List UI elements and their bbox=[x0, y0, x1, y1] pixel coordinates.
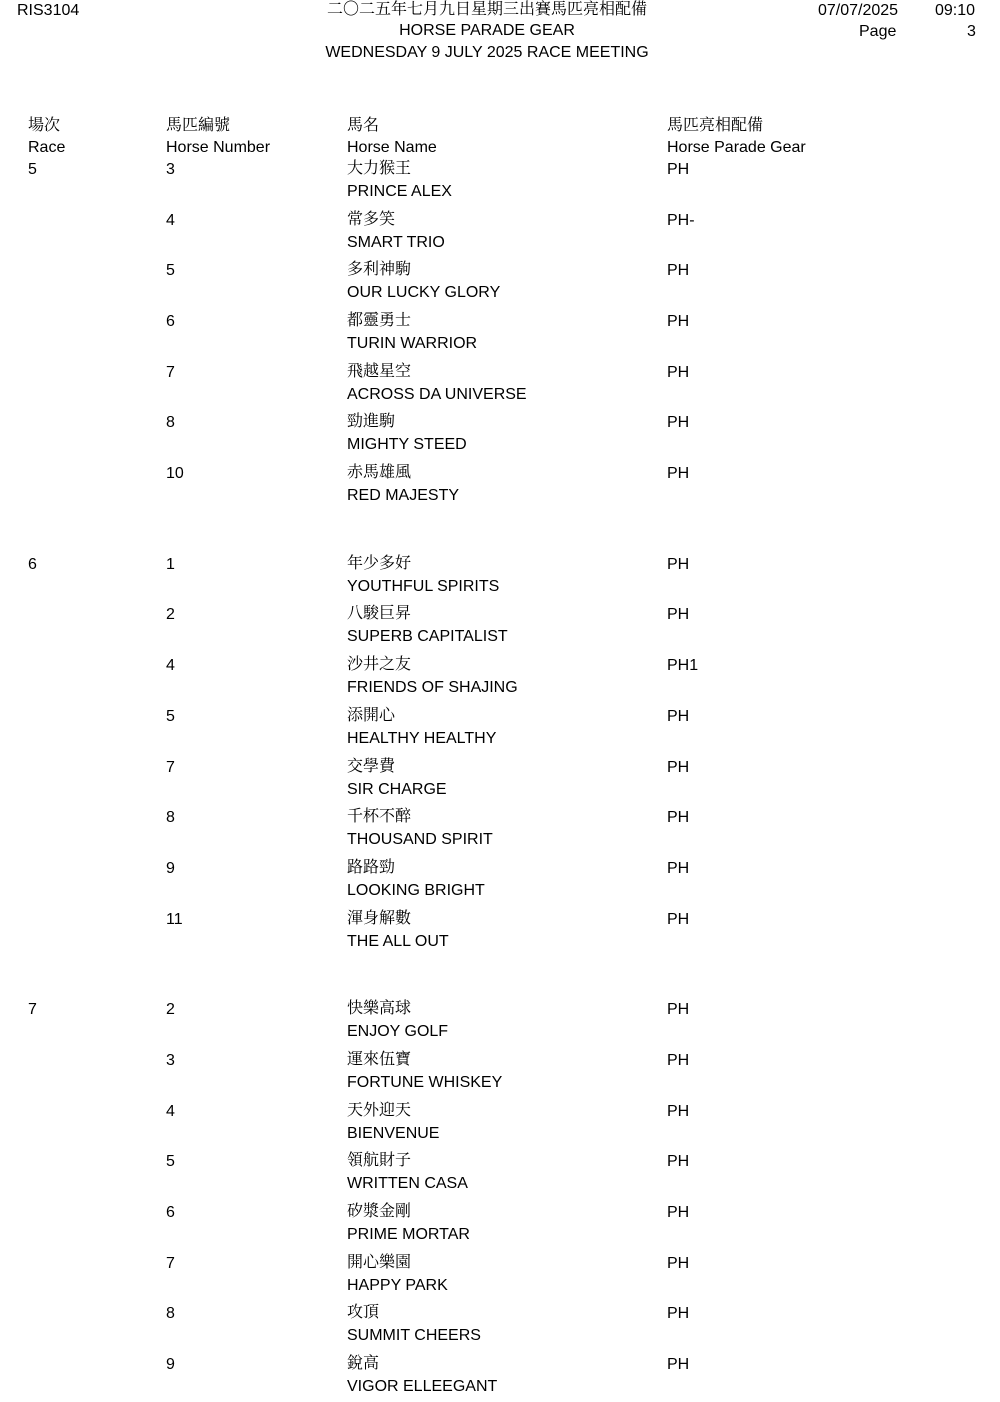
horse-name-english: ACROSS DA UNIVERSE bbox=[347, 386, 527, 403]
horse-name-chinese: 飛越星空 bbox=[347, 363, 412, 380]
horse-name-english: FRIENDS OF SHAJING bbox=[347, 679, 518, 696]
horse-name-chinese: 交學費 bbox=[347, 758, 396, 775]
horse-name-english: BIENVENUE bbox=[347, 1125, 440, 1142]
horse-number: 4 bbox=[166, 212, 175, 229]
column-header-race-en: Race bbox=[28, 139, 66, 156]
parade-gear: PH bbox=[667, 606, 690, 623]
parade-gear: PH bbox=[667, 708, 690, 725]
horse-name-chinese: 千杯不醉 bbox=[347, 808, 412, 825]
horse-name-english: HAPPY PARK bbox=[347, 1277, 448, 1294]
parade-gear: PH bbox=[667, 1001, 690, 1018]
horse-name-chinese: 矽漿金剛 bbox=[347, 1203, 412, 1220]
horse-number: 1 bbox=[166, 556, 175, 573]
horse-number: 4 bbox=[166, 1103, 175, 1120]
parade-gear: PH bbox=[667, 465, 690, 482]
horse-name-chinese: 年少多好 bbox=[347, 555, 412, 572]
horse-name-english: SMART TRIO bbox=[347, 234, 445, 251]
parade-gear: PH bbox=[667, 313, 690, 330]
horse-name-chinese: 攻頂 bbox=[347, 1304, 380, 1321]
horse-name-chinese: 開心樂園 bbox=[347, 1254, 412, 1271]
parade-gear: PH- bbox=[667, 212, 695, 229]
horse-number: 5 bbox=[166, 262, 175, 279]
horse-name-english: SIR CHARGE bbox=[347, 781, 447, 798]
horse-name-english: SUMMIT CHEERS bbox=[347, 1327, 481, 1344]
parade-gear: PH bbox=[667, 809, 690, 826]
horse-name-chinese: 運來伍寶 bbox=[347, 1051, 412, 1068]
column-header-horse-name-en: Horse Name bbox=[347, 139, 437, 156]
horse-name-chinese: 添開心 bbox=[347, 707, 396, 724]
horse-number: 7 bbox=[166, 759, 175, 776]
horse-name-english: WRITTEN CASA bbox=[347, 1175, 468, 1192]
report-date: 07/07/2025 bbox=[818, 2, 899, 19]
horse-number: 8 bbox=[166, 1305, 175, 1322]
horse-number: 8 bbox=[166, 414, 175, 431]
parade-gear: PH1 bbox=[667, 657, 699, 674]
parade-gear: PH bbox=[667, 161, 690, 178]
horse-name-english: MIGHTY STEED bbox=[347, 436, 467, 453]
parade-gear: PH bbox=[667, 414, 690, 431]
race-number: 6 bbox=[28, 556, 37, 573]
parade-gear: PH bbox=[667, 1204, 690, 1221]
horse-name-chinese: 大力猴王 bbox=[347, 160, 412, 177]
horse-number: 9 bbox=[166, 860, 175, 877]
horse-name-english: FORTUNE WHISKEY bbox=[347, 1074, 503, 1091]
parade-gear: PH bbox=[667, 1052, 690, 1069]
parade-gear: PH bbox=[667, 364, 690, 381]
horse-name-english: OUR LUCKY GLORY bbox=[347, 284, 501, 301]
horse-name-english: TURIN WARRIOR bbox=[347, 335, 478, 352]
parade-gear: PH bbox=[667, 759, 690, 776]
parade-gear: PH bbox=[667, 1305, 690, 1322]
horse-number: 8 bbox=[166, 809, 175, 826]
column-header-horse-number-en: Horse Number bbox=[166, 139, 271, 156]
parade-gear: PH bbox=[667, 556, 690, 573]
report-subtitle: WEDNESDAY 9 JULY 2025 RACE MEETING bbox=[325, 44, 649, 61]
parade-gear: PH bbox=[667, 1153, 690, 1170]
horse-name-chinese: 多利神駒 bbox=[347, 261, 412, 278]
report-time: 09:10 bbox=[935, 2, 976, 19]
horse-name-english: RED MAJESTY bbox=[347, 487, 460, 504]
horse-number: 2 bbox=[166, 606, 175, 623]
column-header-race-zh: 場次 bbox=[28, 117, 61, 134]
page-label: Page bbox=[859, 23, 897, 40]
horse-name-chinese: 快樂高球 bbox=[347, 1000, 412, 1017]
column-header-horse-number-zh: 馬匹編號 bbox=[166, 117, 231, 134]
report-title-chinese: 二〇二五年七月九日星期三出賽馬匹亮相配備 bbox=[326, 1, 647, 18]
parade-gear: PH bbox=[667, 1103, 690, 1120]
race-number: 7 bbox=[28, 1001, 37, 1018]
parade-gear: PH bbox=[667, 1356, 690, 1373]
horse-number: 3 bbox=[166, 1052, 175, 1069]
horse-name-chinese: 八駿巨昇 bbox=[347, 605, 412, 622]
horse-number: 5 bbox=[166, 708, 175, 725]
column-header-gear-zh: 馬匹亮相配備 bbox=[667, 117, 764, 134]
parade-gear: PH bbox=[667, 262, 690, 279]
horse-name-english: LOOKING BRIGHT bbox=[347, 882, 485, 899]
report-id: RIS3104 bbox=[17, 2, 80, 19]
column-header-gear-en: Horse Parade Gear bbox=[667, 139, 806, 156]
horse-number: 10 bbox=[166, 465, 184, 482]
horse-name-chinese: 天外迎天 bbox=[347, 1102, 412, 1119]
horse-name-chinese: 沙井之友 bbox=[347, 656, 412, 673]
horse-name-english: THOUSAND SPIRIT bbox=[347, 831, 493, 848]
column-header-horse-name-zh: 馬名 bbox=[347, 117, 380, 134]
horse-name-english: VIGOR ELLEEGANT bbox=[347, 1378, 498, 1395]
horse-number: 4 bbox=[166, 657, 175, 674]
horse-number: 11 bbox=[166, 911, 183, 928]
horse-number: 7 bbox=[166, 364, 175, 381]
horse-name-english: SUPERB CAPITALIST bbox=[347, 628, 508, 645]
horse-number: 6 bbox=[166, 313, 175, 330]
horse-name-english: PRINCE ALEX bbox=[347, 183, 452, 200]
parade-gear: PH bbox=[667, 860, 690, 877]
horse-name-english: HEALTHY HEALTHY bbox=[347, 730, 497, 747]
horse-name-chinese: 渾身解數 bbox=[347, 910, 412, 927]
parade-gear: PH bbox=[667, 1255, 690, 1272]
horse-name-chinese: 赤馬雄風 bbox=[347, 464, 412, 481]
horse-name-chinese: 路路勁 bbox=[347, 859, 396, 876]
race-number: 5 bbox=[28, 161, 37, 178]
horse-number: 2 bbox=[166, 1001, 175, 1018]
horse-number: 3 bbox=[166, 161, 175, 178]
horse-number: 6 bbox=[166, 1204, 175, 1221]
horse-name-chinese: 勁進駒 bbox=[347, 413, 396, 430]
page-number: 3 bbox=[967, 23, 976, 40]
horse-name-english: PRIME MORTAR bbox=[347, 1226, 470, 1243]
horse-name-english: YOUTHFUL SPIRITS bbox=[347, 578, 500, 595]
horse-name-chinese: 銳高 bbox=[347, 1355, 380, 1372]
parade-gear: PH bbox=[667, 911, 690, 928]
report-title-english: HORSE PARADE GEAR bbox=[399, 22, 575, 39]
horse-name-chinese: 常多笑 bbox=[347, 211, 396, 228]
horse-number: 9 bbox=[166, 1356, 175, 1373]
horse-number: 5 bbox=[166, 1153, 175, 1170]
horse-name-english: THE ALL OUT bbox=[347, 933, 449, 950]
horse-name-english: ENJOY GOLF bbox=[347, 1023, 449, 1040]
horse-number: 7 bbox=[166, 1255, 175, 1272]
horse-name-chinese: 領航財子 bbox=[347, 1152, 412, 1169]
horse-name-chinese: 都靈勇士 bbox=[347, 312, 412, 329]
